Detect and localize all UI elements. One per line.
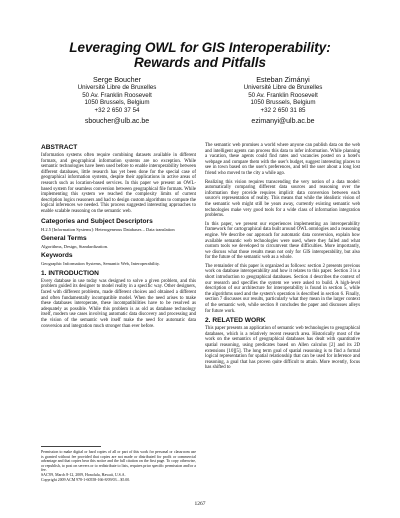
general-terms-text: Algorithms, Design, Standardization.: [41, 243, 109, 249]
author-email[interactable]: ezimanyi@ulb.ac.be: [251, 118, 315, 126]
page-number: 1267: [194, 501, 206, 507]
author-affiliation: Université Libre de Bruxelles: [243, 84, 323, 91]
introduction-text: Every database in use today was designed to solve a given problem, and this problem guided its designer to model reality in a specific way. Other designers, faced with different problems, made different choices and obtained a different and often fundamentally incompatible model. When the need arises to make these databases interoperate, these incompatibilities have to be resolved as adequately as possible. While this problem is as old as database technology itself, modern use cases involving automatic data discovery and processing and the vision of the semantic web itself make the need for automatic data conversion and integration much stronger than ever before.: [41, 278, 196, 329]
footnote-conference: SAC'09, March 8-12, 2009, Honolulu, Hawaii, U.S.A.: [41, 472, 126, 477]
paragraph: The remainder of this paper is organized as follows: section 2 presents previous work on database interoperability and how it relates to this paper. Section 3 is a short introduction to geographical databases. Section 4 describes the context of our research and specifies the system we were asked to build. A high-level description of our architecture for interoperability is found in section 5, while the algorithms used and the system's operation is described in section 6. Finally, section 7 discusses our results, particularly what they mean in the larger context of the semantic web, while section 8 concludes the paper and discusses alleys for future work.: [205, 263, 360, 314]
author-name: Serge Boucher: [93, 75, 141, 84]
author-block-1: [42, 75, 192, 126]
general-terms-heading: General Terms: [41, 234, 87, 242]
title-line-2: Rewards and Pitfalls: [133, 55, 267, 70]
categories-heading: Categories and Subject Descriptors: [41, 217, 153, 225]
author-city: 1050 Brussels, Belgium: [250, 99, 316, 107]
footnote-copyright: Copyright 2009 ACM 978-1-60558-166-8/09/03…$5.00.: [41, 477, 131, 482]
paragraph: Realizing this vision requires transcending the very notion of a data model: automatically comparing different data sources and reasoning over the information they provide requires implicit data conversion between each source's representation of reality. This means that while the idealistic vision of the semantic web might still be years away, currently existing semantic web technologies make very good tools for a wide class of information integration problems.: [205, 179, 360, 219]
footnote-rule: [41, 446, 101, 447]
introduction-heading: 1. INTRODUCTION: [41, 269, 99, 277]
footnote-text: Permission to make digital or hard copies of all or part of this work for personal or classroom use is granted without fee provided that copies are not made or distributed for profit or commercial advantage and that copies bear this notice and the full citation on the first page. To copy otherwise, or republish, to post on servers or to redistribute to lists, requires prior specific permission and/or a fee.: [41, 450, 196, 473]
paragraph: This paper presents an application of semantic web technologies to geographical databases, which is a relatively recent research area. Historically most of the work on the semantics of geographical databases has dealt with quantitative spatial reasoning, using predicates based on Allen calculus [2] and its 2D extensions [10][5]. The long term goal of spatial reasoning is to find a formal logical representation for spatial relationship that can be used for inference and reasoning, a goal that has proven quite difficult to attain. More recently, focus has shifted to: [205, 326, 360, 371]
keywords-heading: Keywords: [41, 252, 73, 260]
keywords-text: Geographic Information Systems, Semantic Web, Interoperability.: [41, 261, 160, 267]
permission-footnote: [41, 450, 196, 482]
categories-text: H.2.5 [Information Systems]: Heterogeneous Databases – Data translation: [41, 226, 175, 232]
author-affiliation: Université Libre de Bruxelles: [77, 84, 157, 91]
abstract-heading: ABSTRACT: [41, 144, 78, 151]
title-line-1: Leveraging OWL for GIS Interoperability:: [69, 40, 331, 55]
author-address: 50 Av. Franklin Roosevelt: [82, 91, 152, 99]
author-block-2: [208, 75, 358, 126]
abstract-text: Information systems often require combining datasets available in different formats, and geographical information systems are no exception. While semantic technologies have been used before to enable interoperability between different databases, little research has yet been done for the special case of geographical information systems, despite their applications in active areas of research such as location-based services. In this paper we present an OWL-based system for seamless conversion between geographical file formats. While implementing this system we reached the complexity limits of current description logics reasoners and had to design custom algorithms to compute the logical inferences we needed. This process suggested interesting approaches to enable scalable reasoning on the semantic web.: [41, 153, 196, 214]
paper-title: [0, 40, 400, 70]
author-address: 50 Av. Franklin Roosevelt: [248, 91, 318, 99]
author-phone: +32 2 650 37 54: [94, 106, 140, 114]
right-column: [205, 141, 360, 374]
related-work-heading: 2. RELATED WORK: [205, 317, 266, 325]
author-phone: +32 2 650 31 85: [260, 106, 306, 114]
author-email[interactable]: sboucher@ulb.ac.be: [84, 118, 150, 126]
paragraph: The semantic web promises a world where anyone can publish data on the web and intelligent agents can process this data to infer information. While planning a vacation, these agents could find rates and vacancies posted on a hotel's webpage and compare them with the user's budget, suggest interesting places to see in town based on the user's preferences, and tell the user about a long lost friend who moved to the city a while ago.: [205, 143, 360, 176]
author-city: 1050 Brussels, Belgium: [84, 99, 150, 107]
author-name: Esteban Zimányi: [256, 75, 310, 84]
left-column: [41, 141, 196, 332]
paragraph: In this paper, we present our experiences implementing an interoperability framework for cartographical data built around OWL ontologies and a reasoning engine. We describe our approach for automatic data conversion, explain how available semantic web technologies were used, where they failed and what custom tools we developed to circumvent these difficulties. More importantly, we discuss what those results mean not only for GIS interoperability, but also for the future of the semantic web as a whole.: [205, 221, 360, 261]
